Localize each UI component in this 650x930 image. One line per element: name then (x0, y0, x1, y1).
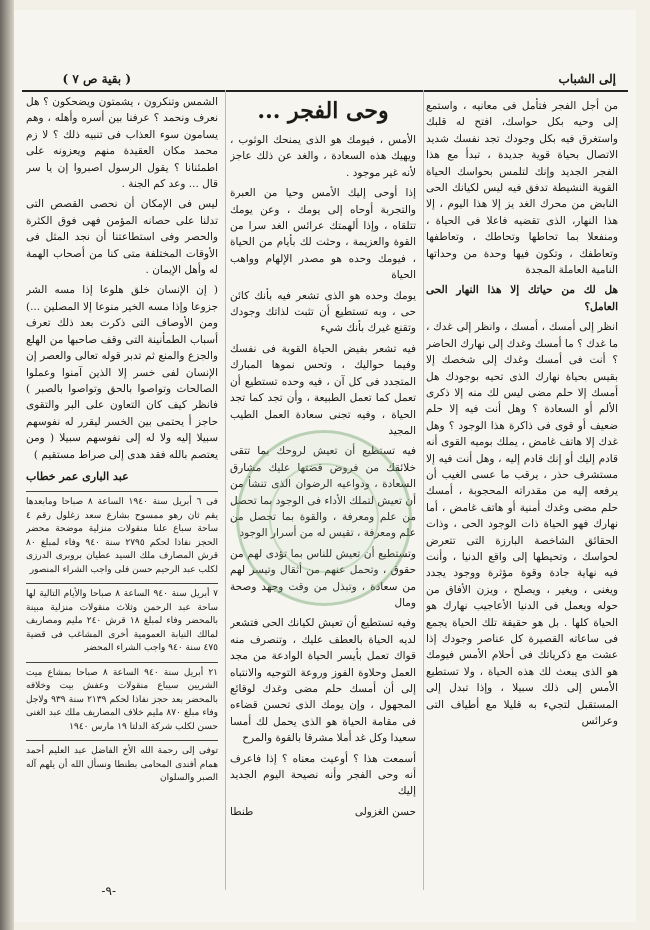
column-divider (423, 90, 424, 890)
article-column-left (26, 94, 218, 894)
legal-notice: فى ٦ أبريل سنة ١٩٤٠ الساعة ٨ صباحا ومابعدها يقم ثان رهو ممسوح بشارع سعد زغلول رقم ٤ ساحة سباع علنا منقولات منزلية موضحة محضر الحجز نفاذا لحكم ٢٧٩٥ سنة ٩٤٠ وفاء لمبلغ ٨٠ قرش المصارف ملك السيد عطيان بروبرى الدرزى لكلب عبد الرحيم حسن فلى واجب الشراء المنصور (26, 491, 218, 577)
article-column-right (426, 98, 618, 888)
paragraph: إذا أوحى إليك الأمس وحيا من العبرة والتجربة أوحاه إلى يومك ، وعن يومك تتلقاه ، وإذا ألهمتك عرائس الغد سرا من القوة والعزيمة ، وحثت لك بأيام من الحياة ، فيومك وحده هو مصدر الإلهام وواهب الحياة (230, 187, 416, 282)
legal-notice: ٧ أبريل سنة ٩٤٠ الساعة ٨ صباحا والأيام التالية لها ساحة عبد الرحمن وثلاث منقولات منزلية مبينة بالمحضر وفاء لمبلغ ١٨ قرش ٢٤٠ مليم ومصاريف لمالك النيابة العمومية أخرى المشاغب فى قضية ٤٧٥ سنة ٩٤٠ واجب الشراء المحضر (26, 583, 218, 656)
paragraph: أسمعت هذا ؟ أوعيت معناه ؟ إذا فاعرف أنه وحى الفجر وأنه نصيحة اليوم الجديد إليك (230, 752, 416, 798)
paragraph: ( إن الإنسان خلق هلوعا إذا مسه الشر جزوعا وإذا مسه الخير منوعا إلا المصلين ...) ومن الأوصاف التى ذكرت بعد ذلك تعرف أسباب الطمأنينة التى وقف صاحبها من الهلع والجزع والمنع ثم تدبر قوله تعالى والعصر إن الإنسان لفى خسر إلا الذين آمنوا وعملوا الصالحات وتواصوا بالحق وتواصوا بالصبر ) فانظر كيف كان التعاون على البر والتقوى حاجز أ يحتمى بين الخسر ليقرر له نفوسهم سبيلا إليه ولا له إلى نفوسهم سبيلا ( ومن يعتصم بالله فقد هدى إلى صراط مستقيم ) (26, 284, 218, 461)
author-name: حسن الغزولى (354, 805, 416, 818)
section-header: إلى الشباب (558, 72, 616, 86)
paragraph: فيه تشعر بفيض الحياة القوية فى نفسك وفيما حواليك ، وتحس نموها المبارك المتجدد فى كل آن ، فيه وحده تستطيع أن تعمل كما تعمل الطبيعة ، وأن تجد كما تجد الحياة ، وفيه تجنى سعادة العمل الطيب المجيد (230, 342, 416, 437)
paragraph: فيه تستطيع أن تعيش لروحك بما تتقى خلائقك من فروض قضتها عليك مشارق السعادة ، ودواعيه الرضوان الذى تنشأ من أن تعيش لتملك الأداء فى الوجود بما تحصل من علم ومعرفة ، والقوة بما تحصل من علم ومعرفة ، تقيس له من أسرار الوجود (230, 445, 416, 540)
paragraph: انظر إلى أمسك ، أمسك ، وانظر إلى غدك ، ما غدك ؟ ما أمسك وغدك إلى نهارك الحاضر ؟ أنت فى أمسك وغدك إلى شخصك إلا بقيس بحياة نهارك الذى تحيه بوجودك هل أمسك إلا حلم مضى ليس لك منه إلا ذكرى الألم أو السعادة ؟ وهل أنت فيه إلا حلم ضعيف أو قوى فى ذاكرة هذا الوجود ؟ وهل غدك إلا هاتف غامض ، يملك بوميه القوى أنه قادم إليك أو إنك قادم إليه ، وهل أنت فيه إلا مستشرف حذر ، يرقب ما عسى الغيب أن يرفعه إليه من مقدراته المحجوبة ، أمسك حلم مضى وغدك أمنية أو هاتف غامض ، أما نهارك فهو الحياة ذات الوجود الحى ، وذات الحقائق الشاخصة البارزة التى تتعرض لحواسك ، وتحيطها إلى واقع الدنيا ، وأنت فيه نهاية جادة وقوة مؤثرة ووجود يجدد ويغنى ، ويغير ، ويصلح ، ويزن الأفاق من حوله ويعمل فى الدنيا الأعاجيب نهارك هو الحياة كلها . بل هو حقيقة تلك الحياة يجمع فى ساعاته القصيرة كل عناصر وجودك إذا عشت مع ذكرياتك فى أحلام الأمس فيومك هو الذى يبعث لك هذه الحياة ، ولا تستطيع الأمس إلى ذلك سبيلا ، وإذا تبدل إلى المستقبل لتجيء به قليلا مع أطياف التى وعرائس (426, 321, 618, 728)
paragraph: يومك وحده هو الذى تشعر فيه بأنك كائن حى ، وبه تستطيع أن تثبت لذاتك وجودك وتقنع غيرك بأنك شيء (230, 289, 416, 335)
obituary-notice: توفى إلى رحمة الله الأخ الفاضل عبد العليم أحمد همام أفندى المحامى بطنطا ونسأل الله أن يلهم آله الصبر والسلوان (26, 740, 218, 786)
article-title: وحى الفجر ... (257, 98, 389, 124)
paragraph: وفيه تستطيع أن تعيش لكيانك الحى فتشعر لديه الحياة بالعطف عليك ، وتنصرف منه قواك تعمل بأيسر الحياة الوادعة من مجد العمل وحلاوة الفوز وروعة التوجيه والانتباه إلى أن أمسك حلم مضى وغدك لوقائع المجهول ، وإن يومك الذى تحسن قضاءه فى مقامة الحياة هو الذى يحمل لك أمسا سعيدا وكل غد أملا مشرقا بالقوة والمرح (230, 617, 416, 745)
page-edge-shadow (0, 0, 14, 930)
newspaper-page (14, 10, 636, 922)
paragraph: الأمس ، فيومك هو الذى يمنحك الوثوب ، ويهيك هذه السعادة ، والغد عن ذلك عاجز لأنه غير موجود . (230, 134, 416, 179)
library-stamp (236, 430, 412, 606)
legal-notice: ٢١ أبريل سنة ٩٤٠ الساعة ٨ صباحا بمشاع ميت الشريين سيباع منقولات وعفش بيت وخلافه بالمحضر بعد حجز نفاذا لحكم ٢١٣٩ سنة ٩٣٩ ولاجل وفاء مبلغ ٨٧٠ مليم خلاف المصاريف ملك عبد الغنى حسن لكلب شركة الدلتا ١٩ مارس ١٩٤٠ (26, 662, 218, 735)
continued-note: ( بقية ص ٧ ) (62, 72, 131, 86)
column-divider (225, 90, 226, 890)
header-rule (22, 90, 628, 92)
paragraph: من أجل الفجر فتأمل فى معانيه ، واستمع إلى وحيه بكل حواسك، افتح له قلبك واستغرق فيه بكل وجودك تجد نفسك شديد الاتصال بحياة قوية جديدة ، تبدأ مع هذا الفجر الجديد وإنك لتلمس بحواسك الحياة القوية النشيطة تدفق فيه ليس لكيانك الحى النابض من محرك الغد يز إلا هذا اليوم ، إلا هذا النهار، الذى تقضيه فاعلا فى الحياة ، ومنفعلا بما تحاطها وتحاطك ، وتعاطفها وتعاطفك ، وتكون فيها وحدة من وحداتها النامية العاملة المجدة (426, 100, 618, 277)
paragraph: الشمس وتنكرون ، يشمتون ويضحكون ؟ هل نعرف ونحمد ؟ عرفنا بين أسره وأهله ، وهم يسامون سوء العذاب فى تنبيه ذلك ؟ لا زم محمد مكان العقيدة منهم ويعزونه على اطمئنانا ؟ يقول الرسول اصبروا إن يا سر قال ... وعد كم الجنة . (26, 96, 218, 191)
signoff-place: طنطا (230, 805, 254, 818)
paragraph: ليس فى الإمكان أن نحصى القصص التى تدلنا على حصانه المؤمن فهى فوق الكثرة والحصر وفى استطاعتنا أن نجد المثل فى الأوقات المختلفة متى كنا من أصحاب الهمة له وأهل الإيمان . (26, 198, 218, 277)
author-signature: عبد البارى عمر خطاب (26, 469, 129, 483)
paragraph: وتستطيع أن تعيش للناس بما تؤدى لهم من حقوق ، وتحمل عنهم من أثقال وتيسر لهم من سعادة ، وتبذل من وقت وجهد وصحة ومال (230, 547, 416, 609)
page-number: -٩- (101, 884, 116, 898)
paragraph: هل لك من حياتك إلا هذا النهار الحى العامل؟ (426, 284, 618, 313)
